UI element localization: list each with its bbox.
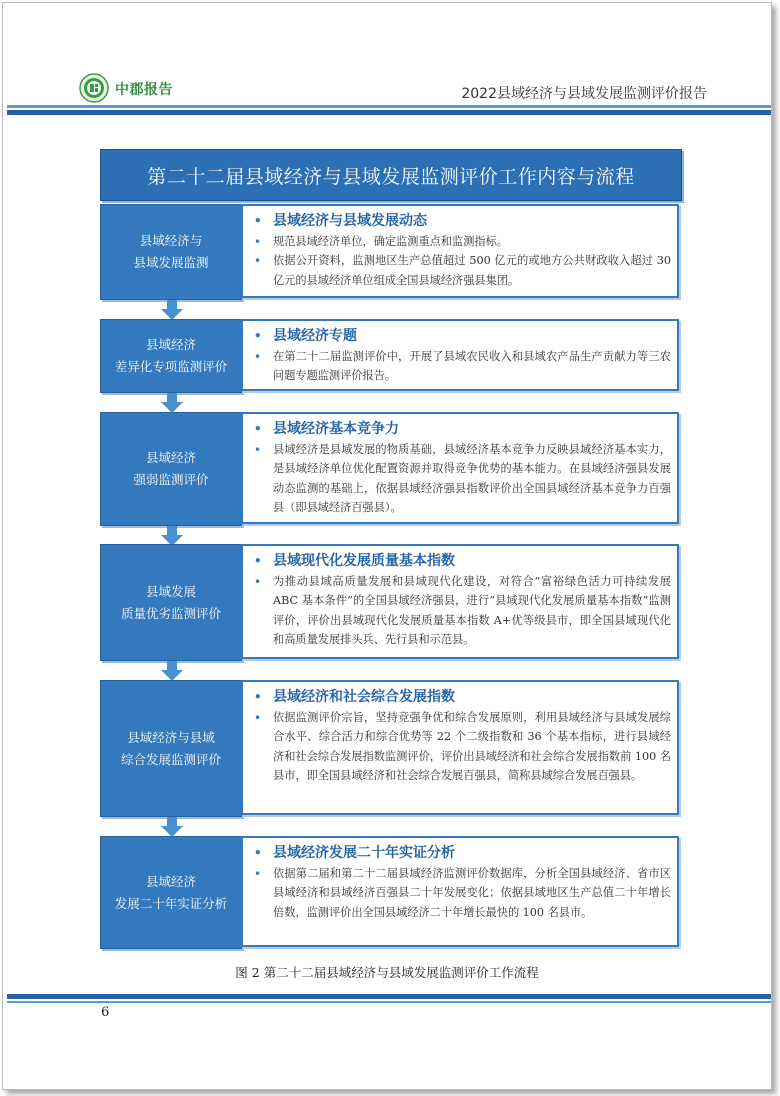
stage-label-line: 县域经济 (145, 873, 196, 889)
bullet-icon: • (254, 575, 262, 589)
stage-text: 依据公开资料，监测地区生产总值超过 500 亿元的或地方公共财政收入超过 30 亿元的县域经济单位组成全国县域经济强县集团。 (273, 254, 671, 287)
bullet-icon: • (254, 254, 262, 269)
bullet-icon: • (254, 554, 262, 568)
stage-1-label-box (100, 204, 242, 300)
figure-caption: 图 2 第二十二届县域经济与县域发展监测评价工作流程 (235, 965, 539, 980)
stage-text: 规范县域经济单位，确定监测重点和监测指标。 (273, 235, 508, 248)
stage-text: 在第二十二届监测评价中，开展了县域农民收入和县域农产品生产贡献力等三农问题专题监测评价报告。 (273, 350, 671, 383)
stage-6-description (241, 836, 679, 947)
logo-text: 中郡报告 (115, 82, 173, 98)
stage-heading: 县域经济与县域发展动态 (273, 213, 427, 229)
bullet-icon: • (254, 711, 262, 725)
zhongjun-logo-icon (79, 73, 109, 103)
stage-3-label-box (100, 412, 242, 526)
stage-3-description (241, 412, 679, 524)
bullet-icon: • (254, 846, 262, 860)
stage-text: 依据监测评价宗旨，坚持竞强争优和综合发展原则，利用县域经济与县域发展综合水平、综合活力和综合优势等 22 个二级指数和 36 个基本指标，进行县域经济和社会综合发展指数监测评价，评价出县域经济和社会综合发展指数前 100 名县市，即全国县域经济和社会综合发展百强县，简称县域综合发展百强县。 (273, 711, 671, 783)
stage-text: 县域经济是县域发展的物质基础，县域经济基本竞争力反映县域经济基本实力，是县域经济单位优化配置资源并取得竞争优势的基本能力。在县域经济强县发展动态监测的基础上，依据县域经济强县指数评价出全国县域经济基本竞争力百强县（即县域经济百强县）。 (273, 443, 671, 515)
stage-2-label-box (100, 319, 242, 393)
bullet-icon: • (254, 350, 262, 364)
stage-label-line: 县域发展监测 (133, 255, 209, 270)
stage-text: 依据第二届和第二十二届县域经济监测评价数据库，分析全国县域经济、省市区县域经济和县域经济百强县二十年发展变化；依据县域地区生产总值二十年增长倍数，监测评价出全国县域经济二十年增长最快的 100 名县市。 (273, 867, 671, 919)
page-number: 6 (101, 1005, 110, 1020)
stage-label-line: 县域发展 (145, 583, 196, 599)
stage-5-description (241, 680, 679, 815)
bullet-icon: • (254, 867, 262, 881)
stage-label-line: 综合发展监测评价 (120, 751, 221, 767)
stage-label-line: 质量优劣监测评价 (120, 605, 221, 621)
down-arrow-icon (160, 393, 184, 413)
stage-label-line: 强弱监测评价 (133, 472, 209, 487)
stage-label-line: 差异化专项监测评价 (114, 359, 228, 374)
bullet-icon: • (254, 422, 262, 436)
stage-heading: 县域现代化发展质量基本指数 (273, 553, 455, 569)
stage-heading: 县域经济和社会综合发展指数 (273, 689, 455, 705)
bullet-icon: • (254, 329, 262, 343)
stage-heading: 县域经济专题 (273, 328, 357, 344)
stage-heading: 县域经济基本竞争力 (273, 421, 399, 437)
down-arrow-icon (160, 817, 184, 837)
stage-1-description (241, 204, 679, 298)
stage-text: 为推动县域高质量发展和县域现代化建设，对符合“富裕绿色活力可持续发展 ABC 基本条件”的全国县域经济强县，进行“县域现代化发展质量基本指数”监测评价，评价出县域现代化发展质量基本指数 A+优等级县市，即全国县域现代化和高质量发展排头兵、先行县和示范县。 (273, 575, 671, 647)
down-arrow-icon (160, 300, 184, 320)
bullet-icon: • (254, 690, 262, 704)
down-arrow-icon (160, 661, 184, 681)
bullet-icon: • (254, 235, 262, 249)
bullet-icon: • (254, 443, 262, 457)
stage-label-line: 发展二十年实证分析 (114, 895, 228, 911)
stage-6-label-box (100, 836, 242, 949)
stage-5-label-box (100, 680, 242, 817)
stage-4-label-box (100, 544, 242, 661)
header-rule (7, 105, 771, 108)
stage-label-line: 县域经济 (145, 337, 196, 352)
stage-4-description (241, 544, 679, 659)
footer-rule (7, 1001, 771, 1003)
footer-rule-thick (7, 994, 771, 999)
stage-label-line: 县域经济与 (139, 233, 203, 248)
report-title: 2022县域经济与县域发展监测评价报告 (461, 86, 707, 102)
document-page (2, 2, 772, 1090)
stage-heading: 县域经济发展二十年实证分析 (273, 845, 455, 861)
stage-label-line: 县域经济与县域 (127, 729, 215, 745)
down-arrow-icon (160, 526, 184, 546)
header-rule-thick (7, 110, 771, 115)
stage-2-description (241, 319, 679, 391)
bullet-icon: • (254, 214, 262, 228)
flowchart-title: 第二十二届县域经济与县域发展监测评价工作内容与流程 (100, 149, 682, 201)
stage-label-line: 县域经济 (145, 450, 196, 465)
